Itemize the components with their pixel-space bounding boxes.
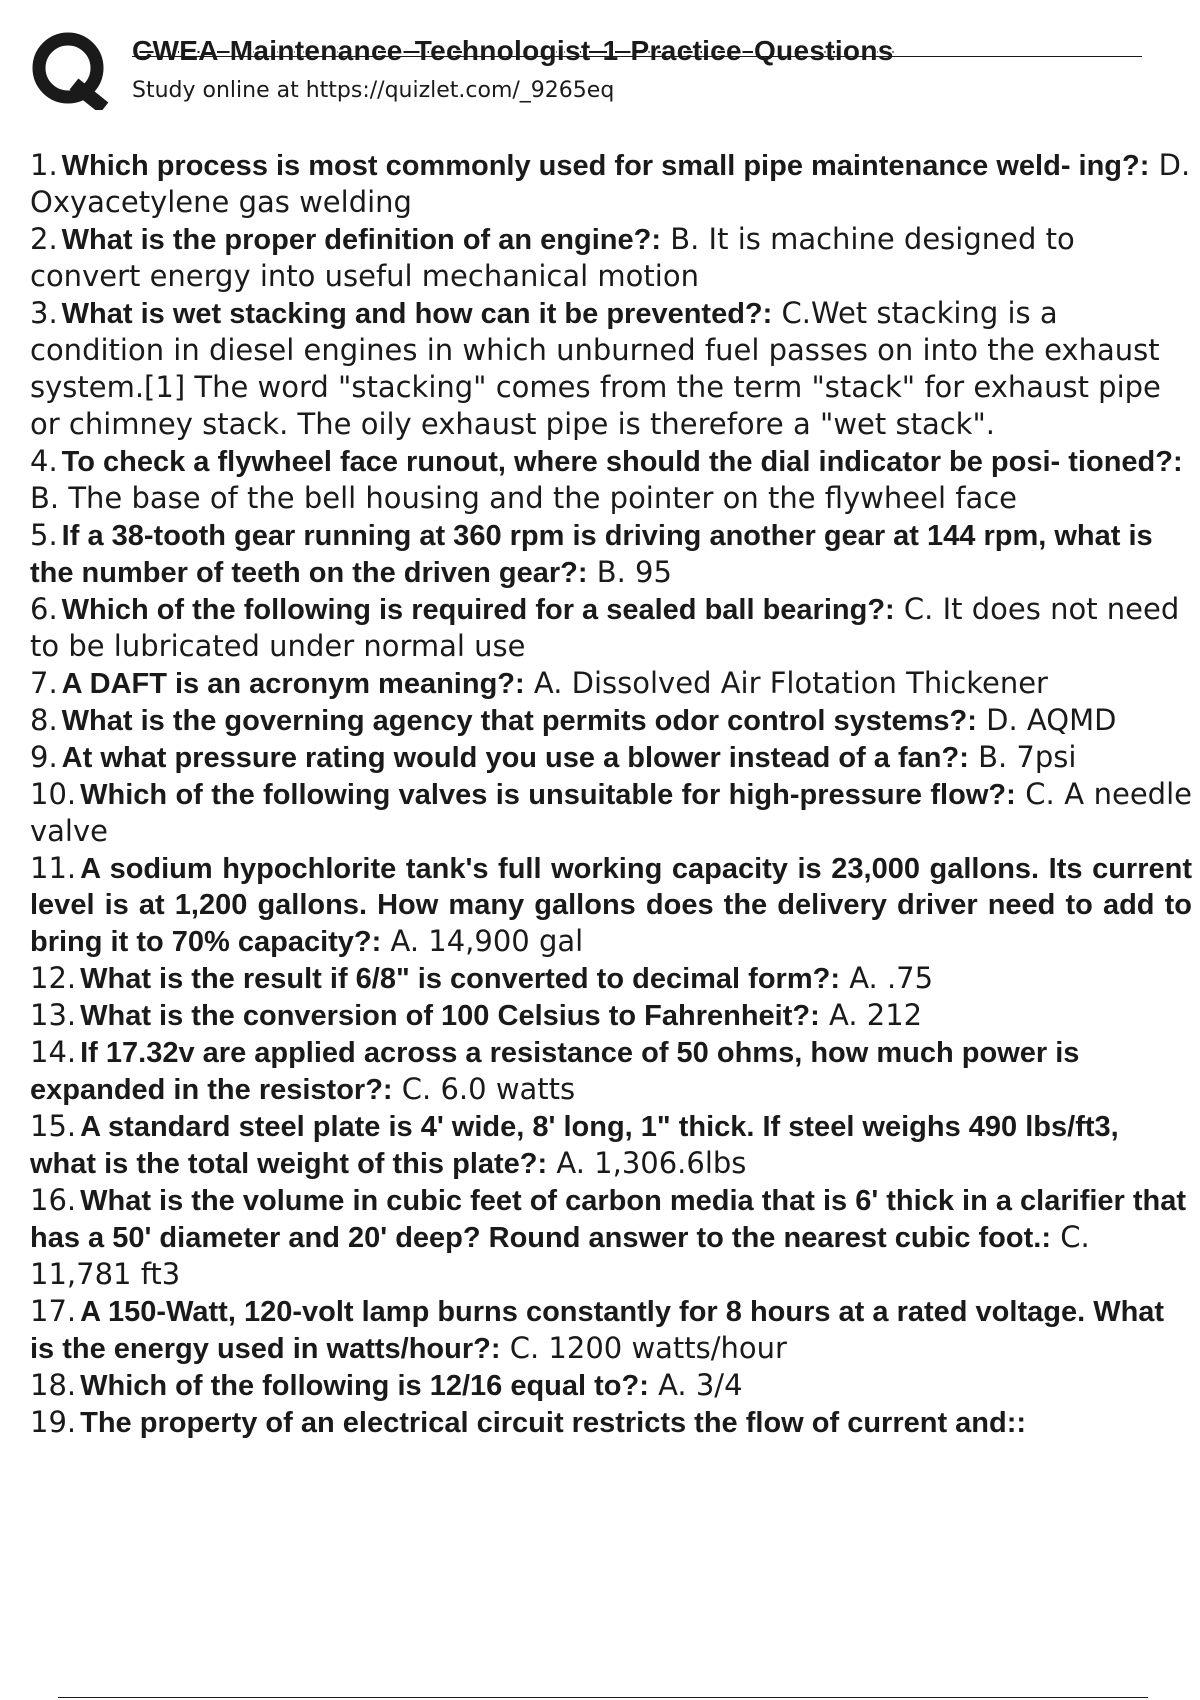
question-item — [30, 1404, 1192, 1441]
question-list — [30, 147, 1200, 1441]
question-item — [30, 591, 1192, 665]
question-text: What is the governing agency that permits odor control systems?: — [61, 705, 977, 737]
question-text: At what pressure rating would you use a blower instead of a fan?: — [61, 742, 969, 774]
question-item — [30, 1034, 1192, 1108]
question-item — [30, 517, 1192, 591]
question-number: 3. — [30, 296, 58, 330]
document-subtitle: Study online at https://quizlet.com/_9265eq — [132, 78, 615, 103]
question-number: 8. — [30, 703, 58, 737]
answer-text: A. 14,900 gal — [381, 924, 584, 958]
question-text: Which of the following valves is unsuitable for high-pressure flow?: — [80, 779, 1016, 811]
question-item — [30, 295, 1192, 443]
question-text: The property of an electrical circuit restricts the flow of current and:: — [80, 1407, 1027, 1439]
question-item — [30, 776, 1192, 850]
answer-text: D. Oxyacetylene gas welding — [30, 148, 1191, 219]
answer-text: C. 11,781 ft3 — [30, 1220, 1090, 1291]
question-item — [30, 702, 1200, 739]
answer-text: C. 1200 watts/hour — [500, 1331, 787, 1365]
question-item — [30, 1108, 1192, 1182]
answer-text: C. A needle valve — [30, 777, 1192, 848]
answer-text: A. 1,306.6lbs — [547, 1146, 747, 1180]
question-number: 7. — [30, 666, 58, 700]
question-text: Which of the following is required for a sealed ball bearing?: — [61, 594, 895, 626]
question-item — [30, 665, 1192, 702]
question-item — [30, 960, 1192, 997]
question-text: A DAFT is an acronym meaning?: — [61, 668, 525, 700]
question-item — [30, 443, 1192, 517]
question-item — [30, 850, 1192, 960]
question-text: What is the result if 6/8" is converted to decimal form?: — [80, 963, 840, 995]
document-title: CWEA Maintenance Technologist 1 Practice Questions — [132, 35, 894, 66]
answer-text: B. It is machine designed to convert energy into useful mechanical motion — [30, 222, 1075, 293]
question-text: What is the conversion of 100 Celsius to Fahrenheit?: — [80, 1000, 820, 1032]
answer-text: B. 7psi — [968, 740, 1077, 774]
question-number: 12. — [30, 961, 77, 995]
question-item — [30, 1293, 1192, 1367]
answer-text: C. It does not need to be lubricated under normal use — [30, 592, 1180, 663]
question-number: 1. — [30, 148, 58, 182]
question-text: Which of the following is 12/16 equal to?: — [80, 1370, 649, 1402]
question-text: Which process is most commonly used for small pipe maintenance weld- ing?: — [61, 150, 1150, 182]
question-item — [30, 739, 1192, 776]
answer-text: A. Dissolved Air Flotation Thickener — [524, 666, 1048, 700]
question-number: 5. — [30, 518, 58, 552]
question-number: 13. — [30, 998, 77, 1032]
question-number: 17. — [30, 1294, 77, 1328]
question-item — [30, 1367, 1192, 1404]
question-number: 16. — [30, 1183, 77, 1217]
question-number: 19. — [30, 1405, 77, 1439]
answer-text: A. 3/4 — [648, 1368, 743, 1402]
question-number: 9. — [30, 740, 58, 774]
question-item — [30, 997, 1192, 1034]
answer-text: C.Wet stacking is a condition in diesel engines in which unburned fuel passes on into the exhaust system.[1] The word "stacking" comes from the term "stack" for exhaust pipe or chimney stack. The oily exhaust pipe is therefore a "wet stack". — [30, 296, 1161, 441]
question-text: A 150-Watt, 120-volt lamp burns constantly for 8 hours at a rated voltage. What is the energy used in watts/hour?: — [30, 1296, 1165, 1365]
question-number: 18. — [30, 1368, 77, 1402]
answer-text: C. 6.0 watts — [392, 1072, 576, 1106]
question-number: 15. — [30, 1109, 77, 1143]
answer-text: A. .75 — [839, 961, 934, 995]
question-text: If 17.32v are applied across a resistance of 50 ohms, how much power is expanded in the resistor?: — [30, 1037, 1080, 1106]
question-item — [30, 221, 1192, 295]
question-text: If a 38-tooth gear running at 360 rpm is driving another gear at 144 rpm, what is the number of teeth on the driven gear?: — [30, 520, 1153, 589]
answer-text: B. The base of the bell housing and the pointer on the flywheel face — [30, 481, 1018, 515]
question-number: 6. — [30, 592, 58, 626]
question-item — [30, 147, 1192, 221]
document-header — [30, 28, 1150, 118]
question-text: What is wet stacking and how can it be prevented?: — [61, 298, 773, 330]
question-number: 4. — [30, 444, 58, 478]
question-text: To check a flywheel face runout, where should the dial indicator be posi- tioned?: — [61, 446, 1183, 478]
question-item — [30, 1182, 1192, 1293]
question-number: 14. — [30, 1035, 77, 1069]
answer-text: A. 212 — [819, 998, 923, 1032]
answer-text: D. AQMD — [976, 703, 1117, 737]
footer-rule — [58, 1697, 1148, 1698]
question-number: 10. — [30, 777, 77, 811]
quizlet-logo-icon — [30, 28, 112, 110]
question-text: What is the proper definition of an engine?: — [61, 224, 661, 256]
question-text: What is the volume in cubic feet of carbon media that is 6' thick in a clarifier that has a 50' diameter and 20' deep? Round answer to the nearest cubic foot.: — [30, 1185, 1187, 1254]
question-number: 2. — [30, 222, 58, 256]
question-text: A sodium hypochlorite tank's full working capacity is 23,000 gallons. Its current level is at 1,200 gallons. How many gallons does the delivery driver need to add to bring it to 70% capacity?: — [30, 853, 1192, 958]
question-text: A standard steel plate is 4' wide, 8' long, 1" thick. If steel weighs 490 lbs/ft3, what is the total weight of this plate?: — [30, 1111, 1119, 1180]
answer-text: B. 95 — [587, 555, 672, 589]
question-number: 11. — [30, 851, 77, 885]
